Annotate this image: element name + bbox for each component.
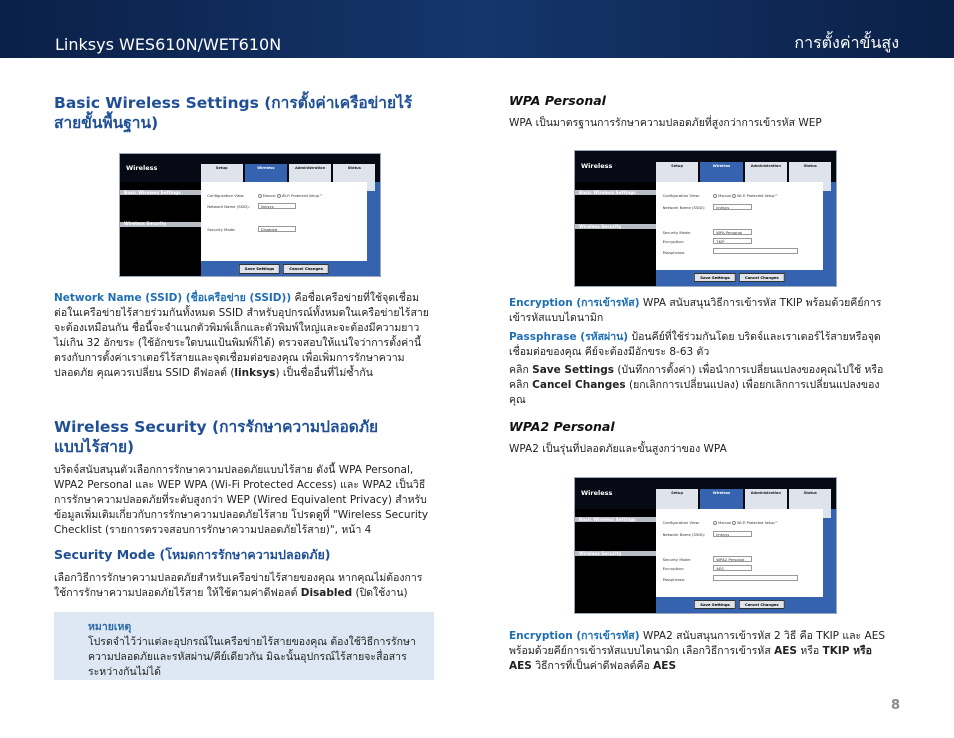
screenshot-wpa-personal: Wireless Setup Wireless Administration Status Basic Wireless Settings Wireless Security Configuration View: Manual Wi-Fi Protected Setup™ Network Name (SSID): linksys Security Mode: WPA Personal Encryption: TKIP Passphrase: Save Settings Cancel Changes (574, 150, 837, 287)
page-header (0, 0, 954, 58)
wpa-personal-heading: WPA Personal (509, 93, 606, 108)
save-instructions: คลิก Save Settings (บันทึกการตั้งค่า) เพื่อนำการเปลี่ยนแปลงของคุณไปใช้ หรือคลิก Cancel Changes (ยกเลิกการเปลี่ยนแปลง) เพื่อยกเลิกการเปลี่ยนแปลงของคุณ (509, 364, 884, 406)
note-text: โปรดจำไว้ว่าแต่ละอุปกรณ์ในเครือข่ายไร้สายของคุณ ต้องใช้วิธีการรักษาความปลอดภัยและรหัสผ่าน/คีย์เดียวกัน มิฉะนั้นอุปกรณ์ไร้สายจะสื่อสารระหว่างกันไม่ได้ (88, 635, 416, 678)
product-name: Linksys WES610N/WET610N (55, 35, 282, 54)
wpa-paragraph: WPA เป็นมาตรฐานการรักษาความปลอดภัยที่สูงกว่าการเข้ารหัส WEP (509, 117, 822, 129)
security-paragraph: บริดจ์สนับสนุนตัวเลือกการรักษาความปลอดภัยแบบไร้สาย ดังนี้ WPA Personal, WPA2 Personal และ WEP WPA (Wi-Fi Protected Access) และ WPA2 เป็นวิธีการรักษาความปลอดภัยที่ระดับสูงกว่า WEP (Wired Equivalent Privacy) สำหรับข้อมูลเพิ่มเติมเกี่ยวกับการรักษาความปลอดภัยไร้สาย โปรดดูที่ "Wireless Security Checklist (รายการตรวจสอบการรักษาความปลอดภัยไร้สาย)", หน้า 4 (54, 464, 429, 536)
security-mode-heading: Security Mode (โหมดการรักษาความปลอดภัย) (54, 547, 331, 562)
page-number: 8 (890, 698, 900, 713)
note-box (54, 612, 434, 680)
wpa2-personal-heading: WPA2 Personal (509, 419, 615, 434)
ssid-paragraph: Network Name (SSID) (ชื่อเครือข่าย (SSID)) คือชื่อเครือข่ายที่ใช้จุดเชื่อมต่อในเครือข่ายไร้สายร่วมกันทั้งหมด SSID สำหรับอุปกรณ์ทั้งหมดในเครือข่ายไร้สายจะต้องเหมือนกัน ชื่อนี้จะจำแนกตัวพิมพ์เล็กและตัวพิมพ์ใหญ่และจะต้องมีความยาวไม่เกิน 32 อักขระ (ใช้อักขระใดบนแป้นพิมพ์ก็ได้) ตรวจสอบให้แน่ใจว่าการตั้งค่านี้ตรงกับการตั้งค่าเราเตอร์ไร้สายและจุดเชื่อมต่อของคุณ เพื่อเพิ่มการรักษาความปลอดภัย คุณควรเปลี่ยน SSID ดีฟอลต์ (linksys) เป็นชื่ออื่นที่ไม่ซ้ำกัน (54, 292, 429, 379)
passphrase-paragraph: Passphrase (รหัสผ่าน) ป้อนคีย์ที่ใช้ร่วมกันโดย บริดจ์และเราเตอร์ไร้สายหรือจุดเชื่อมต่อของคุณ คีย์จะต้องมีอักขระ 8-63 ตัว (509, 331, 881, 358)
security-mode-paragraph: เลือกวิธีการรักษาความปลอดภัยสำหรับเครือข่ายไร้สายของคุณ หากคุณไม่ต้องการใช้การรักษาความปลอดภัยไร้สาย ให้ใช้ตามค่าดีฟอลต์ Disabled (ปิดใช้งาน) (54, 572, 423, 599)
section-title: การตั้งค่าขั้นสูง (794, 33, 899, 52)
wireless-security-heading: Wireless Security (การรักษาความปลอดภัยแบบไร้สาย) (54, 418, 379, 457)
wpa2-paragraph: WPA2 เป็นรุ่นที่ปลอดภัยและขั้นสูงกว่าของ WPA (509, 443, 727, 455)
wpa2-encryption-paragraph: Encryption (การเข้ารหัส) WPA2 สนับสนุนการเข้ารหัส 2 วิธี คือ TKIP และ AES พร้อมด้วยคีย์การเข้ารหัสแบบไดนามิก เลือกวิธีการเข้ารหัส AES หรือ TKIP หรือ AES วิธีการที่เป็นค่าดีฟอลต์คือ AES (509, 630, 886, 672)
note-title: หมายเหตุ (88, 621, 132, 633)
ssid-term: Network Name (SSID) (ชื่อเครือข่าย (SSID)) (54, 292, 292, 304)
wpa-encryption-paragraph: Encryption (การเข้ารหัส) WPA สนับสนุนวิธีการเข้ารหัส TKIP พร้อมด้วยคีย์การเข้ารหัสแบบไดนามิก (509, 297, 882, 324)
screenshot-basic-wireless: Wireless Setup Wireless Administration Status Basic Wireless Settings Wireless Security Configuration View: Manual Wi-Fi Protected Setup™ Network Name (SSID): linksys Security Mode: Disabled Save Settings Cancel Changes (119, 153, 381, 277)
basic-wireless-heading: Basic Wireless Settings (การตั้งค่าเครือข่ายไร้สายขั้นพื้นฐาน) (54, 94, 413, 133)
screenshot-wpa2-personal: Wireless Setup Wireless Administration Status Basic Wireless Settings Wireless Security Configuration View: Manual Wi-Fi Protected Setup™ Network Name (SSID): linksys Security Mode: WPA2 Personal Encryption: AES Passphrase: Save Settings Cancel Changes (574, 477, 837, 614)
